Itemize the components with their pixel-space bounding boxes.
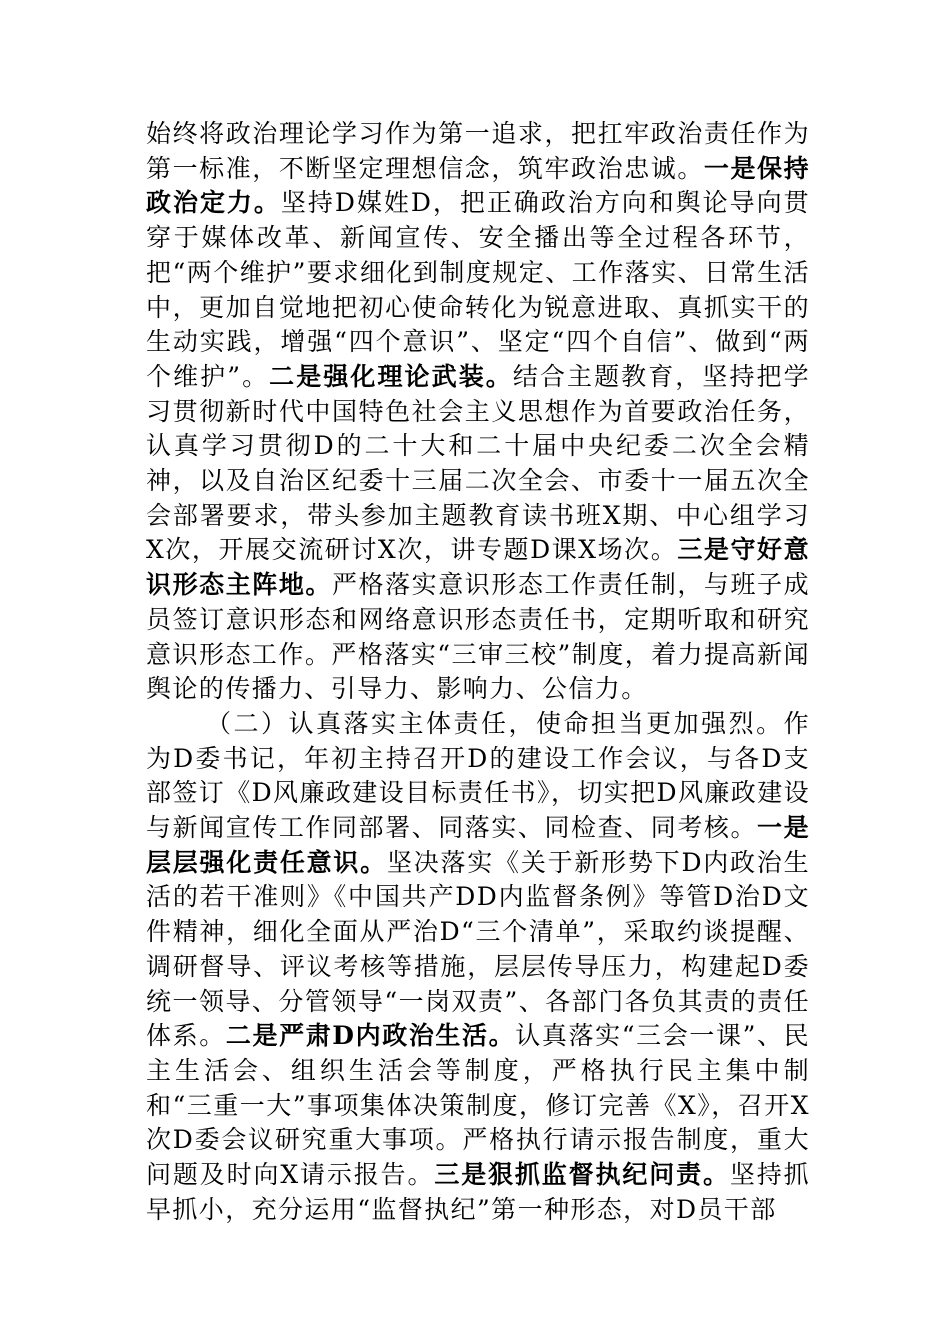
text-run: 作为D委书记，年初主持召开D的建设工作会议，与各D支部签订《D风廉政建设目标责任书》，切实把D风廉政建设与新闻宣传工作同部署、同落实、同检查、同考核。 <box>146 708 810 843</box>
text-run: 认真落实“三会一课”、民主生活会、组织生活会等制度，严格执行民主集中制和“三重一大”事项集体决策制度，修订完善《X》，召开X次D委会议研究重大事项。严格执行请示报告制度，重大问题及时向X请示报告。 <box>146 1021 810 1190</box>
paragraph-main-responsibility <box>146 707 810 1228</box>
text-run: 结合主题教育，坚持把学习贯彻新时代中国特色社会主义思想作为首要政治任务，认真学习贯彻D的二十大和二十届中央纪委二次全会精神，以及自治区纪委十三届二次全会、市委十一届五次全会部署要求，带头参加主题教育读书班X期、中心组学习X次，开展交流研讨X次，讲专题D课X场次。 <box>146 361 811 565</box>
bold-heading-run: 三是守好意识形态主阵地。 <box>146 535 810 600</box>
document-body <box>146 117 810 1228</box>
bold-heading-run: 二是严肃D内政治生活。 <box>225 1021 516 1051</box>
bold-heading-run: 二是强化理论武装。 <box>269 361 513 391</box>
paragraph-political-study <box>146 117 810 707</box>
bold-heading-run: 三是狠抓监督执纪问责。 <box>434 1160 730 1190</box>
bold-heading-run: 一是层层强化责任意识。 <box>146 813 810 877</box>
bold-heading-run: 一是保持政治定力。 <box>146 153 810 218</box>
text-run: 始终将政治理论学习作为第一追求，把扛牢政治责任作为第一标准，不断坚定理想信念，筑牢政治忠诚。 <box>146 119 810 183</box>
text-run: 坚持抓早抓小，充分运用“监督执纪”第一种形态，对D员干部 <box>146 1160 810 1224</box>
section-heading-run: （二）认真落实主体责任，使命担当更加强烈。 <box>206 708 784 738</box>
text-run: 坚决落实《关于新形势下D内政治生活的若干准则》《中国共产DD内监督条例》等管D治D文件精神，细化全面从严治D“三个清单”，采取约谈提醒、调研督导、评议考核等措施，层层传导压力，构建起D委统一领导、分管领导“一岗双责”、各部门各负其责的责任体系。 <box>146 847 810 1051</box>
text-run: 严格落实意识形态工作责任制，与班子成员签订意识形态和网络意识形态责任书，定期听取和研究意识形态工作。严格落实“三审三校”制度，着力提高新闻舆论的传播力、引导力、影响力、公信力。 <box>146 570 810 704</box>
text-run: 坚持D媒姓D，把正确政治方向和舆论导向贯穿于媒体改革、新闻宣传、安全播出等全过程各环节，把“两个维护”要求细化到制度规定、工作落实、日常生活中，更加自觉地把初心使命转化为锐意进取、真抓实干的生动实践，增强“四个意识”、坚定“四个自信”、做到“两个维护”。 <box>146 188 810 391</box>
